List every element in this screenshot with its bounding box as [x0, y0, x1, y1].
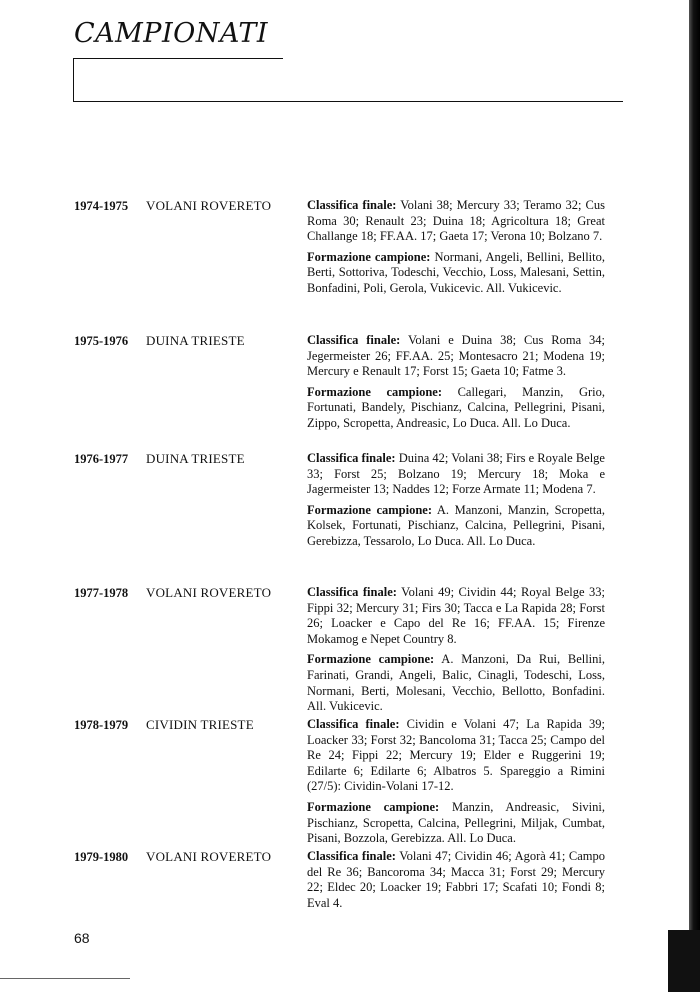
champion-team: VOLANI ROVERETO	[146, 585, 272, 600]
standings-text: Volani 49; Cividin 44; Royal Belge 33; Fippi 32; Mercury 31; Firs 30; Tacca e La Rapida 28; Forst 26; Loacker e Capo del Re 16; FF.AA. 15; Firenze Mokamog e Nepet Country 8.	[307, 585, 605, 646]
footer-rule	[0, 978, 130, 979]
season-description	[307, 451, 605, 555]
standings-label: Classifica finale:	[307, 717, 400, 731]
final-standings	[307, 333, 605, 380]
roster-label: Formazione campione:	[307, 249, 431, 264]
champion-team: VOLANI ROVERETO	[146, 849, 272, 864]
final-standings	[307, 451, 605, 498]
roster-text: A. Manzoni, Manzin, Scropetta, Kolsek, Fortunati, Pischianz, Calcina, Pellegrini, Pisani, Gerebizza, Tessarolo, Lo Duca. All. Lo Duca.	[307, 502, 605, 548]
final-standings	[307, 585, 605, 647]
season-years: 1975-1976	[74, 334, 129, 348]
page-title: CAMPIONATI	[74, 18, 269, 49]
roster-text: A. Manzoni, Da Rui, Bellini, Farinati, Grandi, Angeli, Balic, Cinagli, Todeschi, Loss, Normani, Berti, Molesani, Vecchio, Bellotto, Bonfadini. All. Vukicevic.	[307, 652, 606, 714]
season-description	[307, 333, 605, 437]
champion-team: DUINA TRIESTE	[146, 451, 245, 466]
champion-roster	[307, 800, 605, 847]
standings-text: Volani e Duina 38; Cus Roma 34; Jegermeister 26; FF.AA. 25; Montesacro 21; Modena 19; Mercury e Renault 17; Forst 15; Gaeta 10; Fatme 3.	[307, 333, 605, 379]
champion-team: VOLANI ROVERETO	[146, 198, 272, 213]
roster-label: Formazione campione:	[307, 799, 440, 814]
champion-roster	[307, 652, 605, 714]
season-years: 1974-1975	[74, 199, 129, 213]
champion-team: CIVIDIN TRIESTE	[146, 717, 254, 732]
final-standings	[307, 717, 605, 795]
page-edge-shadow	[689, 0, 700, 992]
season-years: 1977-1978	[74, 586, 129, 600]
page-number: 68	[74, 930, 90, 946]
roster-label: Formazione campione:	[307, 502, 432, 517]
roster-label: Formazione campione:	[307, 384, 442, 399]
season-years: 1979-1980	[74, 850, 129, 864]
final-standings	[307, 849, 605, 911]
champion-roster	[307, 385, 605, 432]
roster-text: Callegari, Manzin, Grio, Fortunati, Bandely, Pischianz, Calcina, Pellegrini, Pisani, Zippo, Scropetta, Andreasic, Lo Duca. All. Lo Duca.	[307, 384, 605, 430]
roster-text: Normani, Angeli, Bellini, Bellito, Berti, Sottoriva, Todeschi, Vecchio, Loss, Malesani, Settin, Bonfadini, Poli, Gerola, Vukicevic. All. Vukicevic.	[307, 249, 605, 295]
standings-label: Classifica finale:	[307, 198, 397, 212]
season-description	[307, 717, 605, 852]
title-rule-bottom	[73, 101, 623, 102]
final-standings	[307, 198, 605, 245]
standings-label: Classifica finale:	[307, 585, 397, 599]
champion-roster	[307, 503, 605, 550]
season-description	[307, 849, 605, 916]
page-corner-shadow	[668, 930, 700, 992]
season-description	[307, 198, 605, 302]
standings-label: Classifica finale:	[307, 849, 396, 863]
season-description	[307, 585, 605, 720]
standings-text: Duina 42; Volani 38; Firs e Royale Belge 33; Forst 25; Bolzano 19; Mercury 18; Moka e Jagermeister 13; Naddes 12; Forze Armate 11; Modena 7.	[307, 451, 605, 497]
standings-text: Volani 38; Mercury 33; Teramo 32; Cus Roma 30; Renault 23; Duina 18; Agricoltura 18; Great Challange 18; FF.AA. 17; Gaeta 17; Verona 10; Bolzano 7.	[307, 198, 605, 244]
standings-text: Volani 47; Cividin 46; Agorà 41; Campo del Re 36; Bancoroma 34; Macca 31; Forst 29; Mercury 22; Eldec 20; Loacker 19; Fabbri 17; Scafati 10; Fondi 8; Eval 4.	[307, 849, 605, 910]
title-rule-top	[73, 58, 283, 59]
standings-label: Classifica finale:	[307, 451, 396, 465]
season-years: 1978-1979	[74, 718, 129, 732]
standings-label: Classifica finale:	[307, 333, 401, 347]
title-rule-left	[73, 58, 74, 102]
season-years: 1976-1977	[74, 452, 129, 466]
roster-text: Manzin, Andreasic, Sivini, Pischianz, Scropetta, Calcina, Pellegrini, Miljak, Cumbat, Pisani, Bozzola, Gerebizza. All. Lo Duca.	[307, 799, 605, 846]
champion-roster	[307, 250, 605, 297]
champion-team: DUINA TRIESTE	[146, 333, 245, 348]
roster-label: Formazione campione:	[307, 652, 435, 667]
standings-text: Cividin e Volani 47; La Rapida 39; Loacker 33; Forst 32; Bancoloma 31; Tacca 25; Campo del Re 24; Fippi 22; Mercury 19; Elder e Ruggerini 19; Edilarte 6; Edilarte 6; Albatros 5. Spareggio a Rimini (27/5): Cividin-Volani 17-12.	[307, 717, 605, 794]
